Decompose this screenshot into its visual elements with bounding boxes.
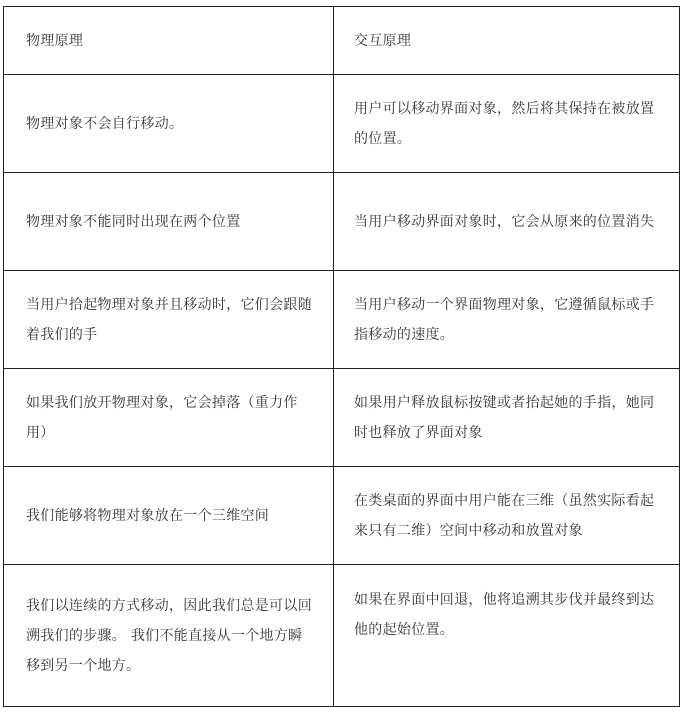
table-row xyxy=(4,565,680,707)
interaction-cell: 在类桌面的界面中用户能在三维（虽然实际看起来只有二维）空间中移动和放置对象 xyxy=(334,467,680,565)
interaction-cell: 如果在界面中回退，他将追溯其步伐并最终到达他的起始位置。 xyxy=(334,565,680,707)
header-physical-principle: 物理原理 xyxy=(4,7,334,75)
physical-cell: 如果我们放开物理对象，它会掉落（重力作用） xyxy=(4,369,334,467)
interaction-cell: 当用户移动界面对象时，它会从原来的位置消失 xyxy=(334,173,680,271)
principles-table xyxy=(3,6,680,707)
physical-cell: 物理对象不能同时出现在两个位置 xyxy=(4,173,334,271)
table-row xyxy=(4,75,680,173)
interaction-cell: 如果用户释放鼠标按键或者抬起她的手指，她同时也释放了界面对象 xyxy=(334,369,680,467)
physical-cell: 我们能够将物理对象放在一个三维空间 xyxy=(4,467,334,565)
table-row xyxy=(4,173,680,271)
table-header-row xyxy=(4,7,680,75)
table-row xyxy=(4,369,680,467)
table-row xyxy=(4,467,680,565)
interaction-cell: 当用户移动一个界面物理对象，它遵循鼠标或手指移动的速度。 xyxy=(334,271,680,369)
physical-cell: 我们以连续的方式移动，因此我们总是可以回溯我们的步骤。 我们不能直接从一个地方瞬移到另一个地方。 xyxy=(4,565,334,707)
interaction-cell: 用户可以移动界面对象，然后将其保持在被放置的位置。 xyxy=(334,75,680,173)
table-row xyxy=(4,271,680,369)
physical-cell: 当用户拾起物理对象并且移动时，它们会跟随着我们的手 xyxy=(4,271,334,369)
header-interaction-principle: 交互原理 xyxy=(334,7,680,75)
physical-cell: 物理对象不会自行移动。 xyxy=(4,75,334,173)
